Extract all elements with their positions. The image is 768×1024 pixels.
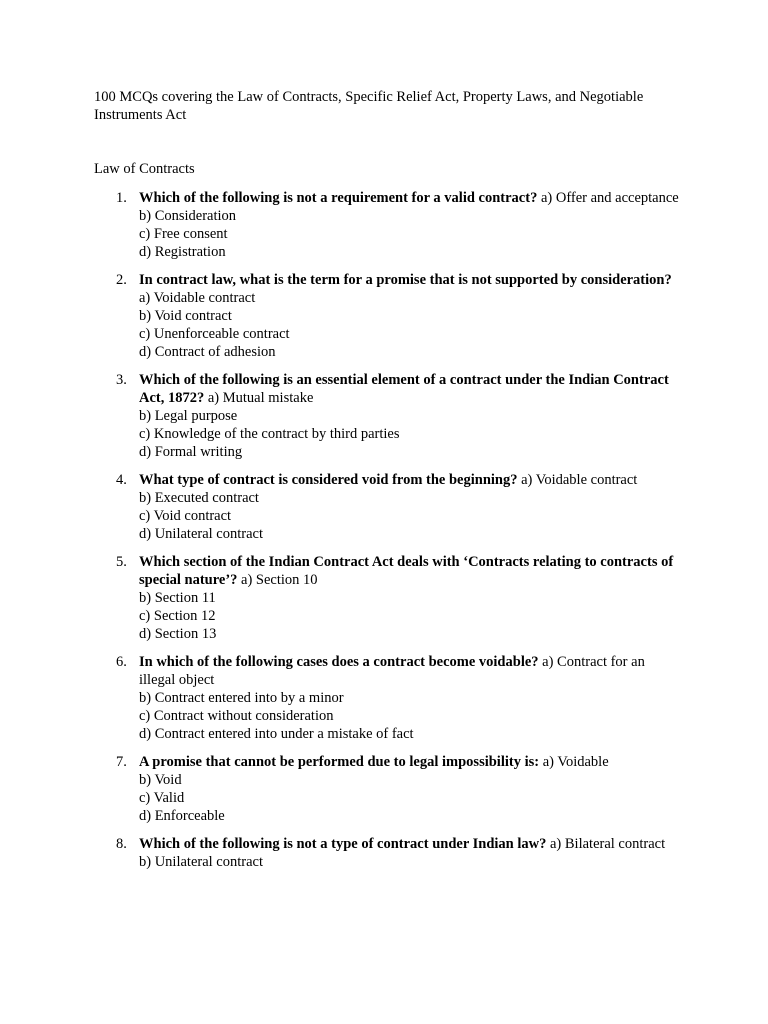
question-text: Which of the following is an essential element of a contract under the Indian Contract Act, 1872? bbox=[139, 372, 669, 406]
answer-option: b) Void contract bbox=[139, 308, 232, 324]
answer-option: a) Section 10 bbox=[241, 572, 318, 588]
answer-option: d) Formal writing bbox=[139, 444, 243, 460]
answer-option: b) Void bbox=[139, 772, 182, 788]
question-item bbox=[0, 189, 679, 261]
answer-option: b) Legal purpose bbox=[139, 408, 238, 424]
answer-option: c) Valid bbox=[139, 790, 185, 806]
document-title: 100 MCQs covering the Law of Contracts, Specific Relief Act, Property Laws, and Negotiable Instruments Act bbox=[94, 89, 644, 123]
section-heading: Law of Contracts bbox=[94, 161, 195, 177]
answer-option: a) Voidable contract bbox=[521, 472, 638, 488]
question-text: In contract law, what is the term for a promise that is not supported by consideration? bbox=[139, 272, 672, 288]
question-text: Which of the following is not a type of contract under Indian law? bbox=[139, 836, 547, 852]
question-text: Which of the following is not a requirement for a valid contract? bbox=[139, 190, 538, 206]
answer-option: c) Void contract bbox=[139, 508, 232, 524]
answer-option: d) Unilateral contract bbox=[139, 526, 263, 542]
answer-option: a) Voidable contract bbox=[139, 290, 256, 306]
answer-option: b) Executed contract bbox=[139, 490, 259, 506]
answer-option: b) Section 11 bbox=[139, 590, 216, 606]
question-number: 8. bbox=[116, 836, 127, 852]
question-text: In which of the following cases does a contract become voidable? bbox=[139, 654, 539, 670]
question-text: A promise that cannot be performed due to legal impossibility is: bbox=[139, 754, 540, 770]
question-item bbox=[0, 753, 679, 825]
question-text: Which section of the Indian Contract Act deals with ‘Contracts relating to contracts of special nature’? bbox=[139, 554, 674, 588]
answer-option: a) Offer and acceptance bbox=[540, 190, 679, 206]
question-item bbox=[0, 471, 679, 543]
answer-option: d) Registration bbox=[139, 244, 226, 260]
question-list bbox=[0, 189, 768, 881]
answer-option: a) Voidable bbox=[542, 754, 609, 770]
question-number: 5. bbox=[116, 554, 127, 570]
answer-option: c) Free consent bbox=[139, 226, 228, 242]
question-item bbox=[0, 653, 679, 743]
question-item bbox=[0, 553, 679, 643]
question-number: 4. bbox=[116, 472, 127, 488]
answer-option: d) Enforceable bbox=[139, 808, 225, 824]
answer-option: a) Mutual mistake bbox=[207, 390, 314, 406]
answer-option: b) Unilateral contract bbox=[139, 854, 263, 870]
question-number: 7. bbox=[116, 754, 127, 770]
answer-option: d) Section 13 bbox=[139, 626, 217, 642]
question-text: What type of contract is considered void from the beginning? bbox=[139, 472, 518, 488]
question-number: 6. bbox=[116, 654, 127, 670]
answer-option: b) Consideration bbox=[139, 208, 237, 224]
question-item bbox=[0, 271, 679, 361]
answer-option: c) Section 12 bbox=[139, 608, 216, 624]
question-item bbox=[0, 371, 679, 461]
question-number: 2. bbox=[116, 272, 127, 288]
answer-option: b) Contract entered into by a minor bbox=[139, 690, 344, 706]
answer-option: d) Contract of adhesion bbox=[139, 344, 276, 360]
answer-option: c) Contract without consideration bbox=[139, 708, 334, 724]
answer-option: d) Contract entered into under a mistake of fact bbox=[139, 726, 414, 742]
answer-option: c) Unenforceable contract bbox=[139, 326, 290, 342]
answer-option: a) Contract for an illegal object bbox=[139, 654, 645, 688]
answer-option: a) Bilateral contract bbox=[550, 836, 666, 852]
question-number: 1. bbox=[116, 190, 127, 206]
answer-option: c) Knowledge of the contract by third parties bbox=[139, 426, 400, 442]
question-number: 3. bbox=[116, 372, 127, 388]
question-item bbox=[0, 835, 679, 871]
